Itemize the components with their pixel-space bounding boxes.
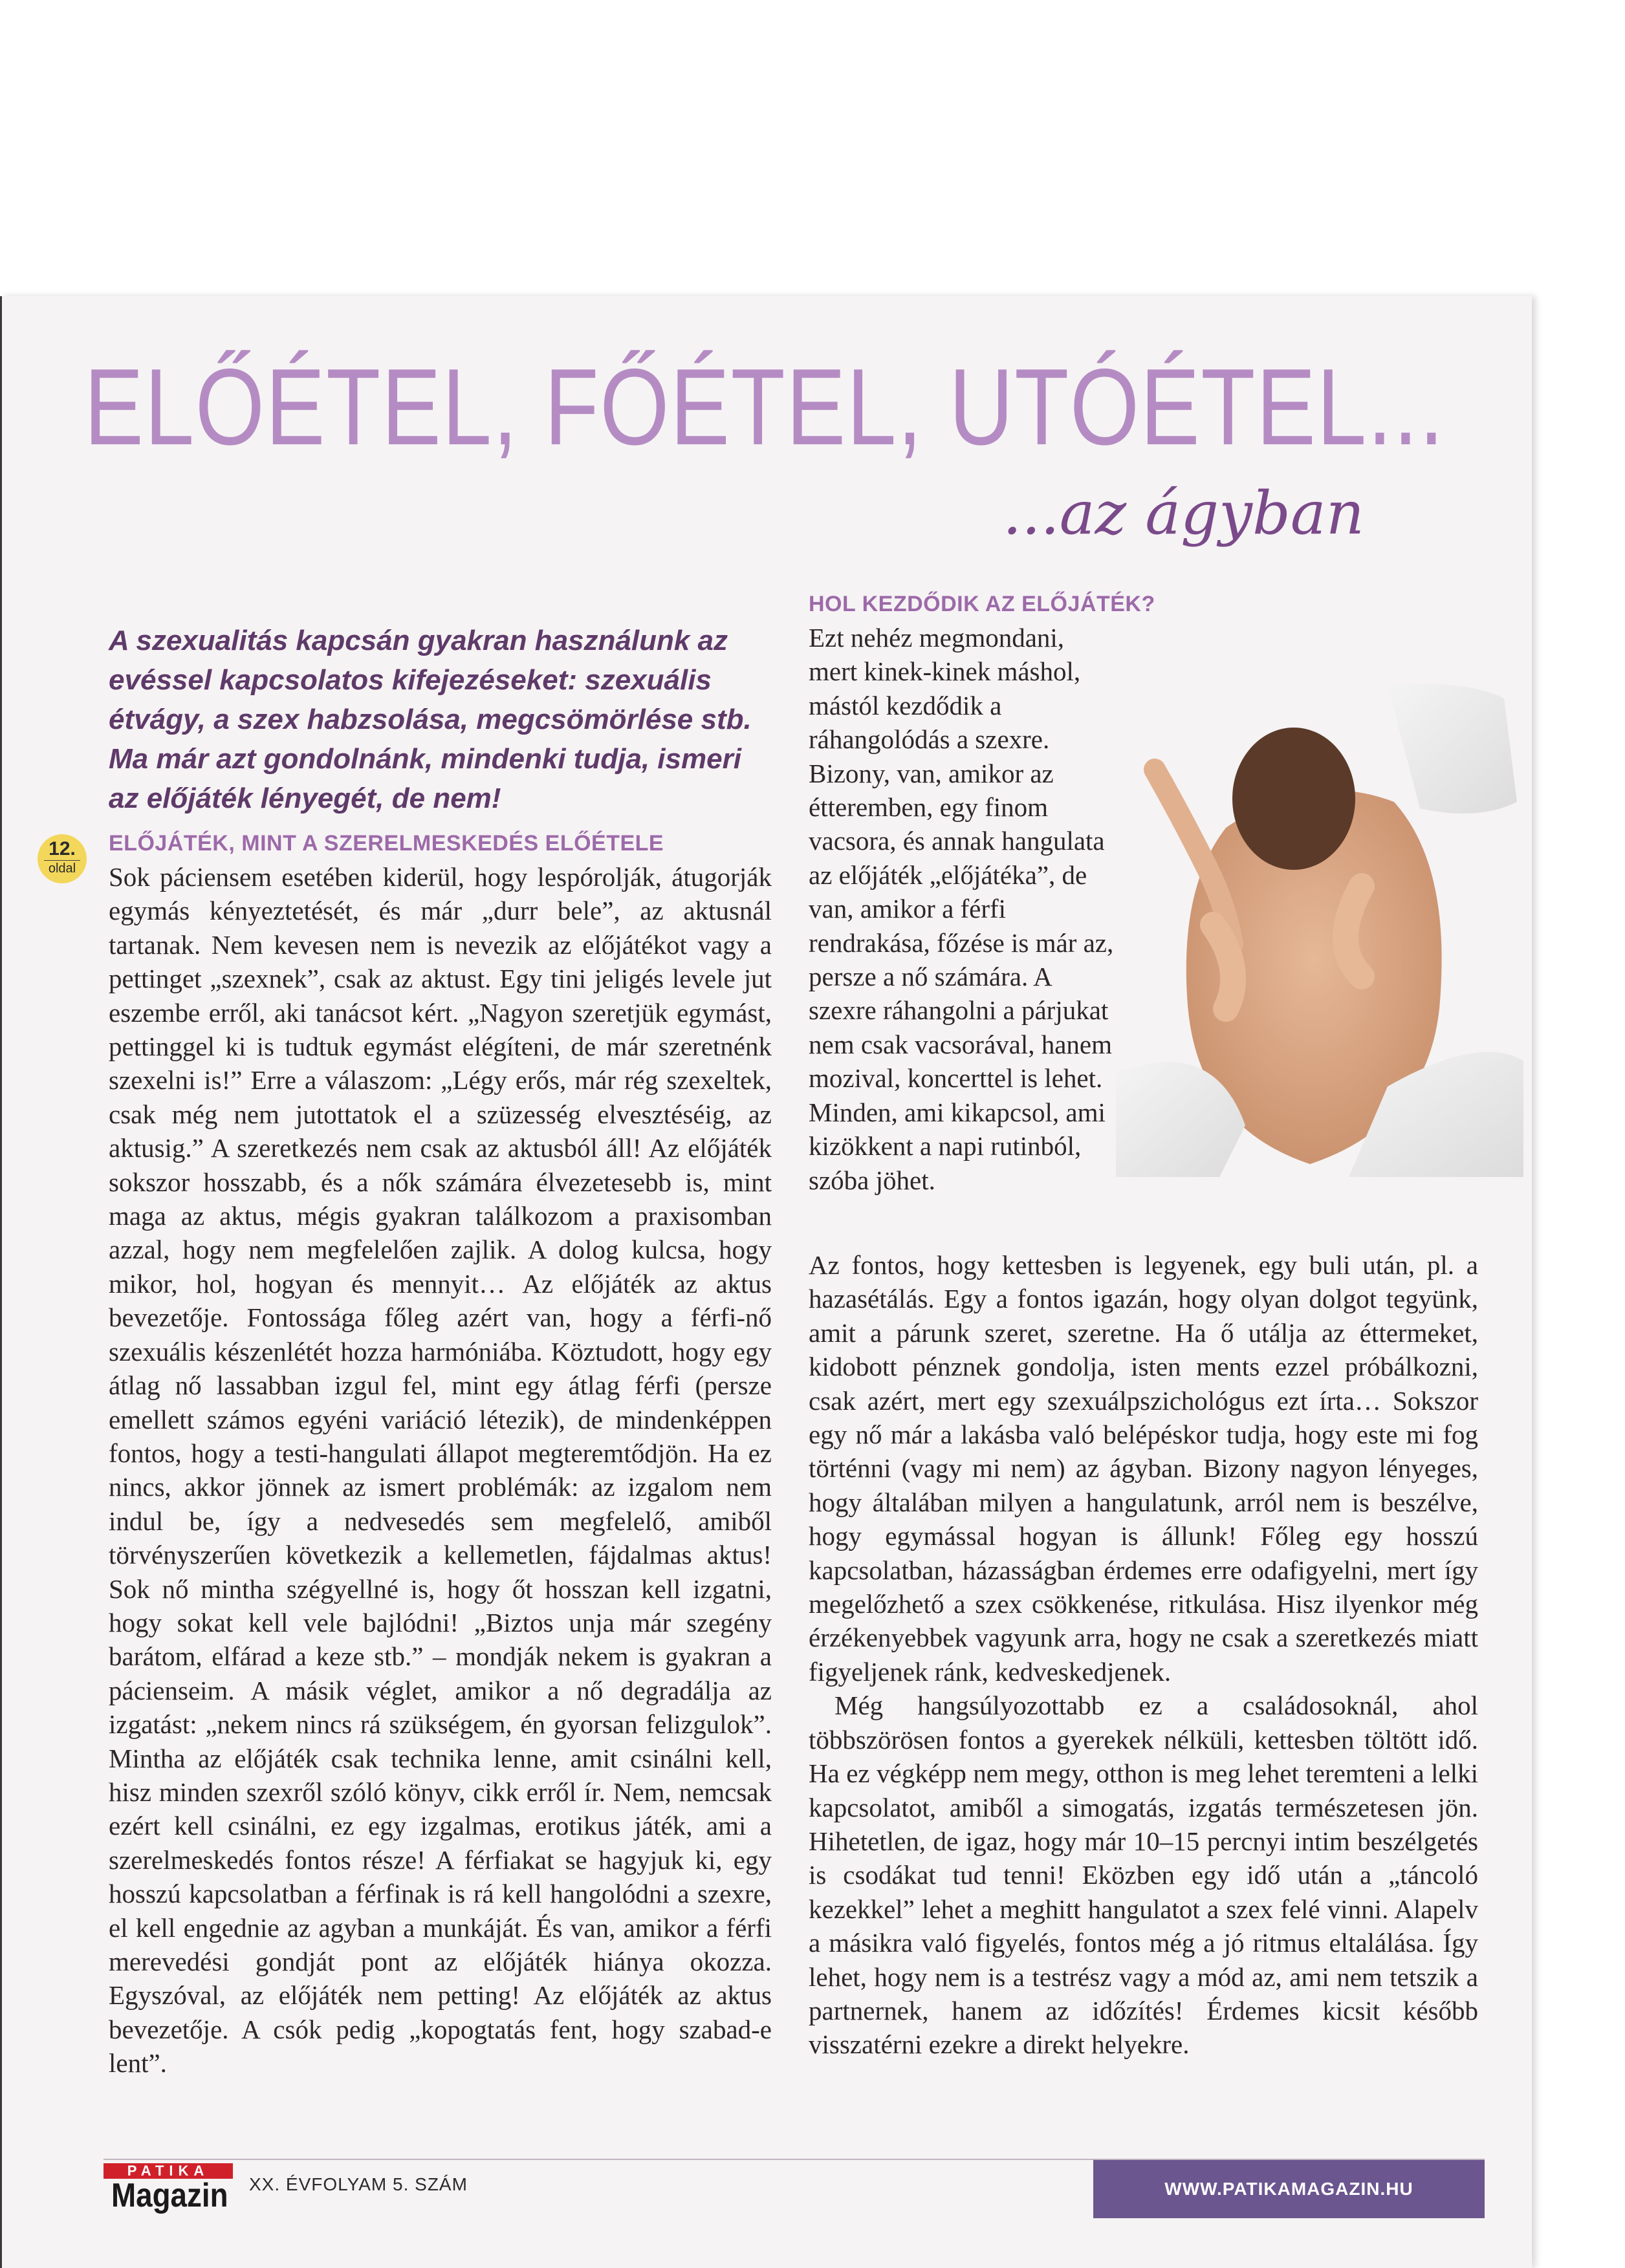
article-lead: A szexualitás kapcsán gyakran használunk az evéssel kapcsolatos kifejezéseket: szexuális étvágy, a szex habzsolása, megcsömörlése stb. Ma már azt gondolnánk, mindenki tudja, ismeri az előjáték lényegét, de nem! [109,625,752,814]
issue-label: XX. ÉVFOLYAM 5. SZÁM [249,2174,468,2194]
website-url[interactable]: WWW.PATIKAMAGAZIN.HU [1164,2179,1413,2199]
couple-photo [1116,673,1523,1177]
patika-magazin-logo [104,2163,233,2214]
logo-top-text: PATIKA [104,2163,233,2179]
article-title: ELŐÉTEL, FŐÉTEL, UTÓÉTEL... [84,346,1445,468]
section2-paragraph-2: Még hangsúlyozottabb ez a családosoknál, ahol többszörösen fontos a gyerekek nélküli, kettesben töltött idő. Ha ez végképp nem megy, otthon is meg lehet teremteni a lelki kapcsolatot, amiből a simogatás, izgatás természetesen jön. Hihetetlen, de igaz, hogy már 10–15 percnyi intim beszélgetés is csodákat tud tenni! Eközben egy idő után a „táncoló kezekkel” lehet a meghitt hangulatot a szex felé vinni. Alapelv a másikra való figyelés, fontos még a jó ritmus eltalálása. Így lehet, hogy nem is a testrész vagy a mód az, ami nem tetszik a partnernek, hanem az időzítés! Érdemes kicsit később visszatérni ezekre a direkt helyekre. [809,1690,1478,2060]
section2-paragraph-1: Az fontos, hogy kettesben is legyenek, egy buli után, pl. a hazasétálás. Egy a fontos igazán, hogy olyan dolgot tegyünk, amit a párunk szeret, szeretne. Ha ő utálja az éttermeket, kidobott pénznek gondolja, isten ments ezzel próbálkozni, csak azért, mert egy szexuálpszichológus ezt írta… Sokszor egy nő már a lakásba való belépéskor tudja, hogy este mi fog történni (vagy mi nem) az ágyban. Bizony nagyon lényeges, hogy általában milyen a hangulatunk, arról nem is beszélve, hogy egymással hogyan is állunk! Főleg egy hosszú kapcsolatban, házasságban érdemes erre odafigyelni, mert így megelőzhető a szex csökkenése, ritkulása. Hisz ilyenkor még érzékenyebbek vagyunk arra, hogy ne csak a szeretkezés miatt figyeljenek ránk, kedveskedjenek. [809,1250,1478,1687]
section2-intro-paragraph: Ezt nehéz megmondani, mert kinek-kinek máshol, mástól kezdődik a ráhangolódás a szexre. Bizony, van, amikor az étteremben, egy finom vacsora, és annak hangulata az előjáték „előjátéka”, de van, amikor a férfi rendrakása, főzése is már az, persze a nő számára. A szexre ráhangolni a párjukat nem csak vacsorával, hanem mozival, koncerttel is lehet. Minden, ami kikapcsol, ami kizökkent a napi rutinból, szóba jöhet. [809,623,1114,1195]
section1-paragraph: Sok páciensem esetében kiderül, hogy lespórolják, átugorják egymás kényeztetését, és már „durr bele”, az aktusnál tartanak. Nem kevesen nem is nevezik az előjátékot vagy a pettinget „szexnek”, csak az aktust. Egy tini jeligés levele jut eszembe erről, aki tanácsot kért. „Nagyon szeretjük egymást, pettinggel ki is tudtuk egymást elégíteni, de már szeretnénk szexelni is!” Erre a válaszom: „Légy erős, már rég szexeltek, csak még nem jutottatok el a szüzesség elvesztéséig, az aktusig.” A szeretkezés nem csak az aktusból áll! Az előjáték sokszor hosszabb, és a nők számára élvezetesebb is, mint maga az aktus, mégis gyakran találkozom a praxisomban azzal, hogy nem megfelelően zajlik. A dolog kulcsa, hogy mikor, hol, hogyan és mennyit… Az előjáték az aktus bevezetője. Fontossága főleg azért van, hogy a férfi-nő szexuális készenlétét hozza harmóniába. Köztudott, hogy egy átlag nő lassabban izgul fel, mint egy átlag férfi (persze emellett számos egyéni variáció létezik), de mindenképpen fontos, hogy a testi-hangulati állapot megteremtődjön. Ha ez nincs, akkor jönnek az ismert problémák: az izgalom nem indul be, így a nedvesedés sem megfelelő, amiből törvényszerűen következik a kellemetlen, fájdalmas aktus! Sok nő mintha szégyellné is, hogy őt hosszan kell izgatni, hogy sokat kell vele bajlódni! „Biztos unja már szegény barátom, elfárad a keze stb.” – mondják nekem is gyakran a pácienseim. A másik véglet, amikor a nő degradálja az izgatást: „nekem nincs rá szükségem, én gyorsan felizgulok”. Mintha az előjáték csak technika lenne, amit csinálni kell, hisz minden szexről szóló könyv, cikk erről ír. Nem, nemcsak ezért kell csinálni, ez egy izgalmas, erotikus játék, ami a szerelmeskedés fontos része! A férfiakat se hagyjuk ki, egy hosszú kapcsolatban a férfinak is rá kell hangolódni a szexre, el kell engednie az agyban a munkáját. És van, amikor a férfi merevedési gondját pont az előjáték hiánya okozza. Egyszóval, az előjáték nem petting! Az előjáték az aktus bevezetője. A csók pedig „kopogtatás fent, hogy szabad-e lent”. [109,862,772,2079]
section1-body [109,860,772,2080]
page-number-badge [38,834,87,883]
article-subtitle: ...az ágyban [1003,479,1365,548]
page-number: 12. [49,838,76,859]
section2-heading: HOL KEZDŐDIK AZ ELŐJÁTÉK? [809,592,1155,616]
section2-intro [809,621,1119,1197]
section1-heading: ELŐJÁTÉK, MINT A SZERELMESKEDÉS ELŐÉTELE [109,831,664,856]
page-number-label: oldal [44,860,80,876]
section2-body [809,1248,1478,2062]
logo-bottom-text: Magazin [111,2177,228,2214]
